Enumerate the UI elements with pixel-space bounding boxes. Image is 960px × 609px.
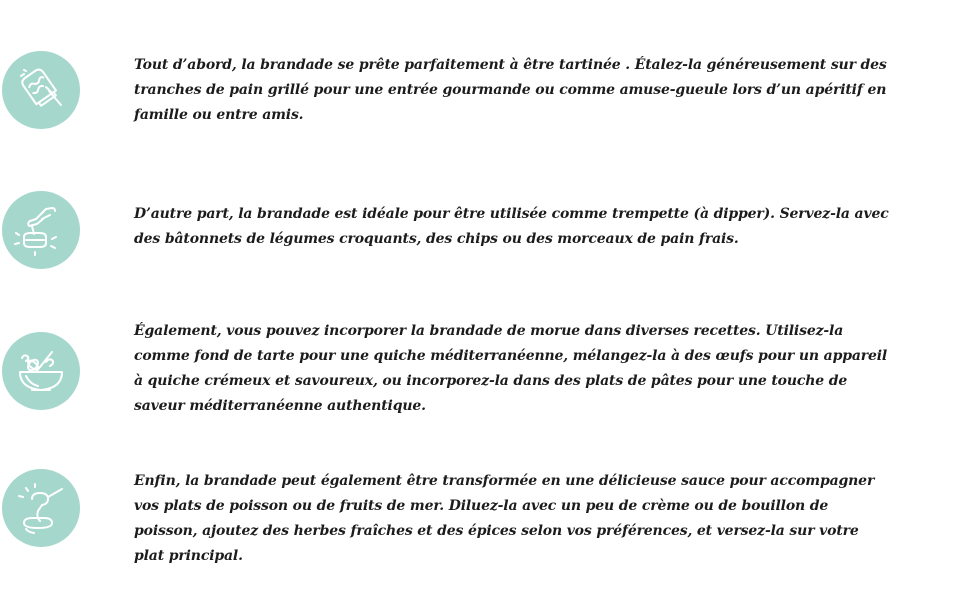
- usage-item-text: Également, vous pouvez incorporer la brandade de morue dans diverses recettes. Utilisez-la comme fond de tarte pour une quiche méditerranéenne, mélangez-la à des œufs pour un appareil à quiche crémeux et savoureux, ou incorporez-la dans des plats de pâtes pour une touche de saveur méditerranéenne authentique.: [134, 323, 888, 414]
- sauce-spoon-icon: [2, 469, 80, 547]
- whisk-bowl-icon: [2, 332, 80, 410]
- toast-spread-icon: [2, 51, 80, 129]
- usage-item-text: D’autre part, la brandade est idéale pour être utilisée comme trempette (à dipper). Servez-la avec des bâtonnets de légumes croquants, des chips ou des morceaux de pain frais.: [134, 206, 889, 247]
- usage-item-text: Tout d’abord, la brandade se prête parfaitement à être tartinée . Étalez-la généreusement sur des tranches de pain grillé pour une entrée gourmande ou comme amuse-gueule lors d’un apéritif en famille ou entre amis.: [134, 57, 887, 123]
- usage-item-text: Enfin, la brandade peut également être transformée en une délicieuse sauce pour accompagner vos plats de poisson ou de fruits de mer. Diluez-la avec un peu de crème ou de bouillon de poisson, ajoutez des herbes fraîches et des épices selon vos préférences, et versez-la sur votre plat principal.: [134, 473, 875, 564]
- hand-dipping-icon: [2, 191, 80, 269]
